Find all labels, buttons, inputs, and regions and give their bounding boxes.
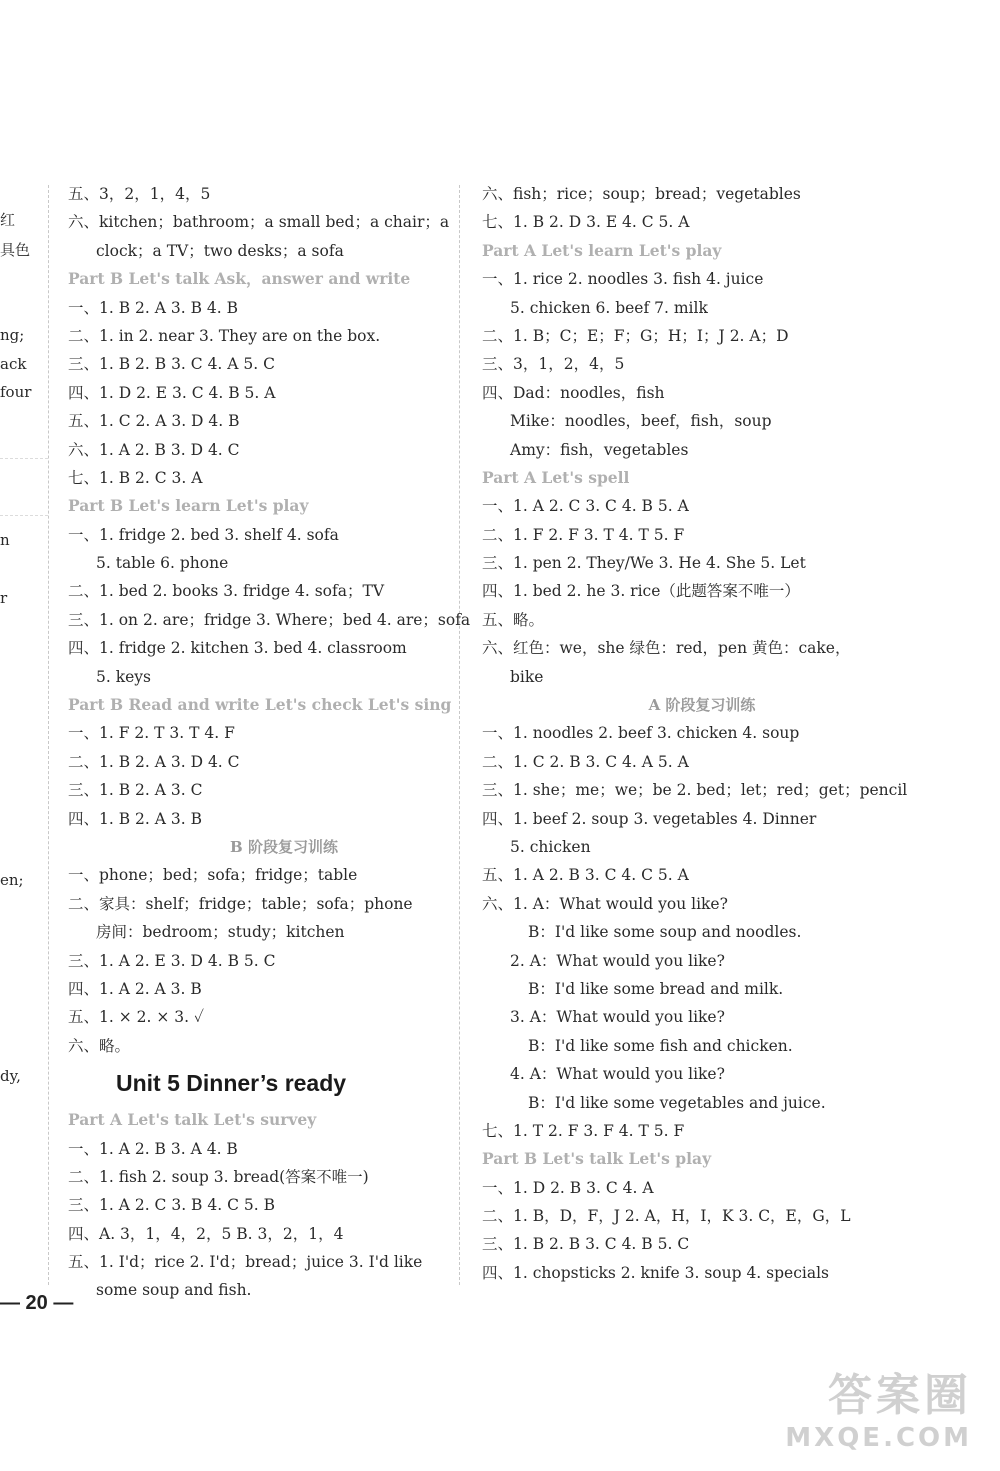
answer-line: 五、1. C 2. A 3. D 4. B [68,412,240,431]
watermark [785,1359,972,1453]
answer-line: 二、1. C 2. B 3. C 4. A 5. A [482,752,689,771]
section-heading: Part B Let's talk Let's play [482,1149,712,1169]
answer-line: B：I'd like some bread and milk. [528,979,784,998]
answer-line: 六、1. A：What would you like? [482,894,728,913]
unit-title: Unit 5 Dinner’s ready [116,1070,347,1097]
answer-line: B：I'd like some vegetables and juice. [528,1093,826,1112]
answer-line: 三、3，1，2，4，5 [482,355,625,374]
answer-line: bike [510,667,544,686]
answer-line: 一、1. B 2. A 3. B 4. B [68,298,239,317]
answer-line: 二、家具：shelf；fridge；table；sofa；phone [68,894,413,913]
answer-line: 六、fish；rice；soup；bread；vegetables [482,185,801,203]
answer-line: 二、1. bed 2. books 3. fridge 4. sofa；TV [68,582,385,601]
cut-line [0,458,48,459]
section-heading: Part B Read and write Let's check Let's sing [68,695,452,715]
review-heading: B 阶段复习训练 [230,837,338,856]
answer-line: 三、1. she；me；we；be 2. bed；let；red；get；pencil [482,781,908,800]
watermark-url: MXQE.COM [785,1423,972,1453]
answer-line: 一、1. noodles 2. beef 3. chicken 4. soup [482,724,800,743]
answer-line: 3. A：What would you like? [510,1008,725,1027]
edge-fragment: n [0,531,10,549]
answer-line: 一、1. D 2. B 3. C 4. A [482,1178,654,1197]
edge-fragment: r [0,589,8,607]
answer-line: 五、1. A 2. B 3. C 4. C 5. A [482,866,689,885]
answer-line: 四、1. bed 2. he 3. rice（此题答案不唯一） [482,582,800,601]
answer-line: 四、1. chopsticks 2. knife 3. soup 4. specials [482,1263,830,1282]
answer-line: 六、kitchen；bathroom；a small bed；a chair；a [68,213,450,232]
answer-line: B：I'd like some soup and noodles. [528,923,802,942]
answer-line: 二、1. F 2. F 3. T 4. T 5. F [482,525,685,544]
answer-line: 4. A：What would you like? [510,1065,725,1084]
answer-line: 三、1. A 2. C 3. B 4. C 5. B [68,1196,275,1215]
answer-line: 五、3，2，1，4，5 [68,185,211,203]
edge-fragment: dy, [0,1067,21,1085]
answer-line: 四、1. B 2. A 3. B [68,809,202,828]
answer-line: 一、1. rice 2. noodles 3. fish 4. juice [482,270,764,289]
answer-line: 七、1. T 2. F 3. F 4. T 5. F [482,1121,685,1140]
answer-line: 三、1. A 2. E 3. D 4. B 5. C [68,951,276,970]
answer-line: 5. chicken 6. beef 7. milk [510,298,708,317]
answer-line: 五、略。 [482,610,545,629]
answer-column-left [68,180,471,1305]
answer-line: 四、1. A 2. A 3. B [68,979,202,998]
answer-line: 一、1. A 2. B 3. A 4. B [68,1139,238,1158]
answer-line: 六、红色：we，she 绿色：red，pen 黄色：cake， [482,639,851,658]
answer-line: 5. keys [96,667,151,686]
answer-line: 三、1. pen 2. They/We 3. He 4. She 5. Let [482,554,806,573]
answer-line: 四、1. D 2. E 3. C 4. B 5. A [68,383,276,402]
answer-line: some soup and fish. [96,1281,252,1300]
review-heading: A 阶段复习训练 [648,696,756,715]
answer-line: 四、A. 3，1，4，2，5 B. 3，2，1，4 [68,1224,344,1243]
answer-line: clock；a TV；two desks；a sofa [96,241,344,260]
answer-line: 七、1. B 2. D 3. E 4. C 5. A [482,213,690,232]
answer-line: 四、Dad：noodles，fish [482,383,665,402]
answer-line: 2. A：What would you like? [510,951,725,970]
edge-fragment: four [0,383,32,401]
section-heading: Part A Let's learn Let's play [482,240,722,260]
watermark-logo: 答案圈 [828,1370,972,1421]
section-heading: Part A Let's talk Let's survey [68,1110,317,1130]
edge-fragment: 红 [0,211,16,229]
answer-line: 一、1. A 2. C 3. C 4. B 5. A [482,497,689,516]
answer-line: 三、1. B 2. B 3. C 4. A 5. C [68,355,275,374]
section-heading: Part B Let's learn Let's play [68,496,309,516]
answer-line: 二、1. B，D，F，J 2. A，H，I，K 3. C，E，G，L [482,1207,851,1226]
answer-line: B：I'd like some fish and chicken. [528,1036,793,1055]
page-number: — 20 — [0,1292,74,1314]
column-divider [459,185,460,1285]
answer-line: 六、1. A 2. B 3. D 4. C [68,440,240,459]
answer-line: 五、1. I'd；rice 2. I'd；bread；juice 3. I'd like [68,1253,423,1272]
edge-fragment: ack [0,355,27,373]
answer-line: 七、1. B 2. C 3. A [68,468,203,487]
answer-line: 5. chicken [510,837,591,856]
answer-line: 二、1. in 2. near 3. They are on the box. [68,326,381,345]
answer-line: Amy：fish，vegetables [510,440,689,459]
answer-line: 三、1. B 2. A 3. C [68,781,203,800]
left-margin-divider [48,185,49,1285]
answer-line: 5. table 6. phone [96,554,229,573]
answer-line: 三、1. on 2. are；fridge 3. Where；bed 4. are；sofa [68,610,471,629]
answer-line: 四、1. beef 2. soup 3. vegetables 4. Dinner [482,809,817,828]
edge-fragment: en; [0,871,24,889]
cut-line [0,515,48,516]
answer-line: 四、1. fridge 2. kitchen 3. bed 4. classroom [68,639,407,658]
answer-line: 一、phone；bed；sofa；fridge；table [68,866,358,885]
answer-line: 二、1. B；C；E；F；G；H；I；J 2. A；D [482,326,789,345]
answer-line: 一、1. fridge 2. bed 3. shelf 4. sofa [68,525,339,544]
answer-line: Mike：noodles，beef，fish，soup [510,412,772,431]
answer-line: 三、1. B 2. B 3. C 4. B 5. C [482,1235,690,1254]
answer-line: 房间：bedroom；study；kitchen [96,923,345,942]
answer-line: 二、1. fish 2. soup 3. bread(答案不唯一) [68,1167,369,1186]
section-heading: Part B Let's talk Ask，answer and write [68,269,411,289]
answer-line: 二、1. B 2. A 3. D 4. C [68,752,240,771]
answer-line: 五、1. × 2. × 3. ✓ [68,1008,204,1027]
answer-line: 一、1. F 2. T 3. T 4. F [68,724,235,743]
edge-fragment: ng; [0,326,25,344]
answer-line: 六、略。 [68,1036,131,1055]
edge-fragment: 具色 [0,241,31,259]
answer-column-right [482,180,908,1287]
section-heading: Part A Let's spell [482,467,630,487]
